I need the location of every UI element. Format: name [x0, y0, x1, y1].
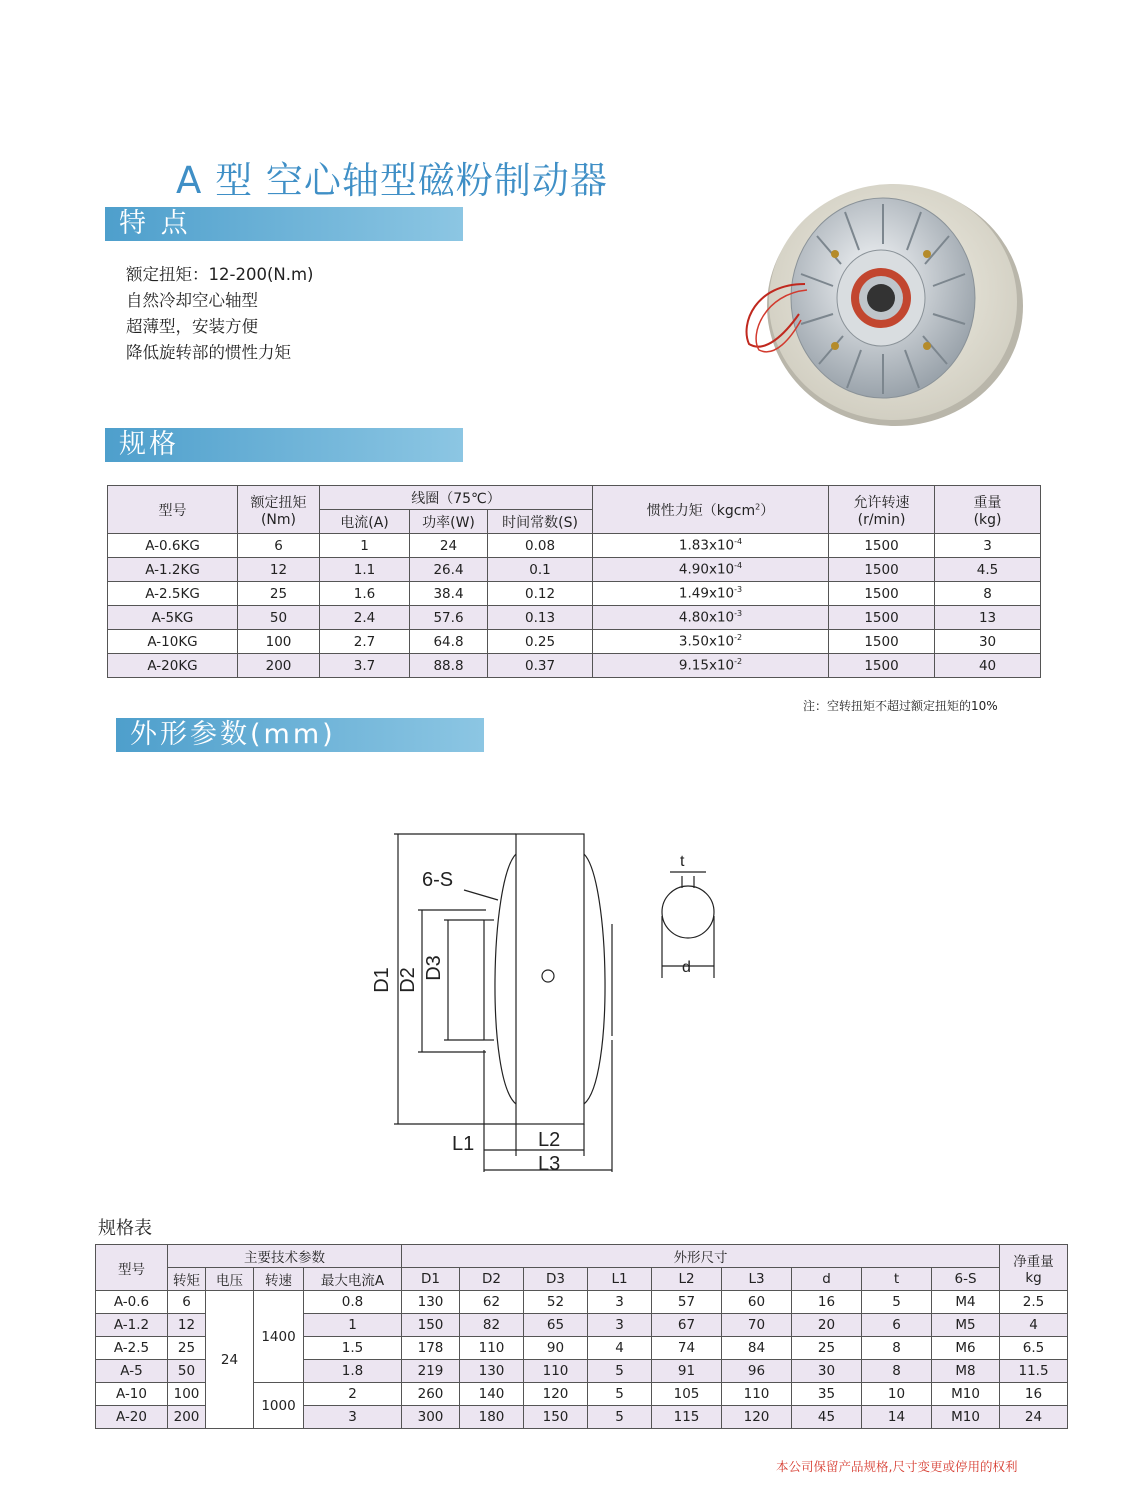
dim-cell-d2: 140: [460, 1383, 524, 1406]
spec-cell-weight: 30: [935, 630, 1041, 654]
dim-cell-voltage: 24: [206, 1291, 254, 1429]
dim-header-outline: 外形尺寸: [402, 1245, 1000, 1268]
section-dimensions-band: [116, 718, 484, 752]
dim-cell-l2: 74: [652, 1337, 722, 1360]
section-features-title: 特 点: [119, 208, 191, 239]
dim-cell-l1: 5: [588, 1360, 652, 1383]
dim-cell-t: 14: [862, 1406, 932, 1429]
spec-cell-weight: 4.5: [935, 558, 1041, 582]
dim-header-model: 型号: [96, 1245, 168, 1291]
dimension-drawing: [360, 820, 730, 1185]
label-d: d: [682, 959, 691, 976]
feature-item: 自然冷却空心轴型: [126, 291, 258, 310]
dim-cell-l1: 5: [588, 1383, 652, 1406]
dim-cell-d3: 52: [524, 1291, 588, 1314]
dim-cell-l2: 67: [652, 1314, 722, 1337]
label-6s: 6-S: [422, 869, 454, 891]
dim-cell-l3: 70: [722, 1314, 792, 1337]
dim-cell-d1: 219: [402, 1360, 460, 1383]
spec-cell-model: A-2.5KG: [108, 582, 238, 606]
dim-table-caption: 规格表: [98, 1218, 152, 1239]
spec-row: [108, 630, 1041, 654]
dim-cell-torque: 50: [168, 1360, 206, 1383]
dim-cell-l1: 3: [588, 1314, 652, 1337]
spec-row: [108, 558, 1041, 582]
dim-cell-speed: 1000: [254, 1383, 304, 1429]
page-title: A 型 空心轴型磁粉制动器: [176, 159, 608, 202]
spec-cell-power: 57.6: [410, 606, 488, 630]
spec-cell-speed: 1500: [829, 654, 935, 678]
label-d1: D1: [371, 967, 393, 993]
dim-cell-s: M10: [932, 1406, 1000, 1429]
dim-cell-d: 16: [792, 1291, 862, 1314]
dim-cell-t: 8: [862, 1360, 932, 1383]
dim-header-d2: D2: [460, 1268, 524, 1291]
dim-cell-d3: 150: [524, 1406, 588, 1429]
product-photo: [735, 174, 1027, 430]
dim-cell-t: 8: [862, 1337, 932, 1360]
dim-header-max-current: 最大电流A: [304, 1268, 402, 1291]
feature-item: 降低旋转部的惯性力矩: [126, 343, 291, 362]
dim-header-net-weight: 净重量 kg: [1000, 1245, 1068, 1291]
dim-cell-model: A-5: [96, 1360, 168, 1383]
dim-cell-d3: 120: [524, 1383, 588, 1406]
spec-cell-torque: 200: [238, 654, 320, 678]
header-current: 电流(A): [320, 510, 410, 534]
dim-cell-d: 30: [792, 1360, 862, 1383]
spec-cell-model: A-20KG: [108, 654, 238, 678]
dim-header-d3: D3: [524, 1268, 588, 1291]
spec-cell-model: A-1.2KG: [108, 558, 238, 582]
dim-cell-torque: 6: [168, 1291, 206, 1314]
header-power: 功率(W): [410, 510, 488, 534]
dim-header-l1: L1: [588, 1268, 652, 1291]
section-dimensions-title: 外形参数(mm): [130, 719, 336, 750]
dim-cell-d: 25: [792, 1337, 862, 1360]
spec-cell-current: 3.7: [320, 654, 410, 678]
dim-cell-d2: 110: [460, 1337, 524, 1360]
spec-cell-speed: 1500: [829, 558, 935, 582]
header-model: 型号: [108, 486, 238, 534]
dim-cell-model: A-20: [96, 1406, 168, 1429]
dim-cell-kg: 11.5: [1000, 1360, 1068, 1383]
dim-cell-d2: 180: [460, 1406, 524, 1429]
footer-disclaimer: 本公司保留产品规格,尺寸变更或停用的权利: [776, 1459, 1018, 1474]
dim-cell-l2: 91: [652, 1360, 722, 1383]
dim-header-speed: 转速: [254, 1268, 304, 1291]
spec-row: [108, 606, 1041, 630]
dim-cell-l2: 105: [652, 1383, 722, 1406]
spec-cell-speed: 1500: [829, 630, 935, 654]
spec-cell-power: 64.8: [410, 630, 488, 654]
spec-cell-weight: 40: [935, 654, 1041, 678]
label-l3: L3: [538, 1153, 561, 1175]
dim-cell-current: 3: [304, 1406, 402, 1429]
spec-cell-inertia: $1.83x10^{-4}$: [593, 534, 829, 558]
spec-table: [107, 485, 1041, 678]
header-weight: 重量 (kg): [935, 486, 1041, 534]
label-l2: L2: [538, 1129, 561, 1151]
dim-cell-d: 35: [792, 1383, 862, 1406]
dim-cell-l3: 110: [722, 1383, 792, 1406]
spec-cell-inertia: $3.50x10^{-2}$: [593, 630, 829, 654]
dim-cell-s: M10: [932, 1383, 1000, 1406]
dim-cell-d2: 82: [460, 1314, 524, 1337]
spec-row: [108, 582, 1041, 606]
spec-cell-model: A-5KG: [108, 606, 238, 630]
header-coil: 线圈（75℃）: [320, 486, 593, 510]
dim-cell-t: 5: [862, 1291, 932, 1314]
dim-cell-model: A-1.2: [96, 1314, 168, 1337]
dim-cell-t: 6: [862, 1314, 932, 1337]
spec-cell-torque: 100: [238, 630, 320, 654]
section-features-band: [105, 207, 463, 241]
dim-cell-d: 20: [792, 1314, 862, 1337]
header-inertia: 惯性力矩（kgcm$^2$）: [593, 486, 829, 534]
section-specs-band: [105, 428, 463, 462]
dim-header-d1: D1: [402, 1268, 460, 1291]
spec-cell-torque: 50: [238, 606, 320, 630]
label-d3: D3: [423, 955, 445, 981]
dim-cell-d: 45: [792, 1406, 862, 1429]
dim-cell-d1: 300: [402, 1406, 460, 1429]
dim-cell-kg: 24: [1000, 1406, 1068, 1429]
dim-cell-l1: 5: [588, 1406, 652, 1429]
spec-cell-current: 1.6: [320, 582, 410, 606]
spec-cell-weight: 8: [935, 582, 1041, 606]
spec-cell-inertia: $9.15x10^{-2}$: [593, 654, 829, 678]
dim-header-l2: L2: [652, 1268, 722, 1291]
dim-cell-d2: 130: [460, 1360, 524, 1383]
dim-cell-speed: 1400: [254, 1291, 304, 1383]
spec-cell-time: 0.08: [488, 534, 593, 558]
dim-header-l3: L3: [722, 1268, 792, 1291]
spec-cell-speed: 1500: [829, 606, 935, 630]
dim-cell-model: A-10: [96, 1383, 168, 1406]
spec-row: [108, 534, 1041, 558]
dim-cell-d3: 110: [524, 1360, 588, 1383]
dim-row: [96, 1291, 1068, 1314]
spec-row: [108, 654, 1041, 678]
feature-item: 超薄型，安装方便: [126, 317, 258, 336]
label-d2: D2: [397, 967, 419, 993]
dim-cell-l3: 96: [722, 1360, 792, 1383]
dim-cell-l3: 84: [722, 1337, 792, 1360]
spec-cell-time: 0.12: [488, 582, 593, 606]
dim-cell-torque: 200: [168, 1406, 206, 1429]
dim-header-6s: 6-S: [932, 1268, 1000, 1291]
spec-cell-inertia: $4.80x10^{-3}$: [593, 606, 829, 630]
spec-cell-model: A-10KG: [108, 630, 238, 654]
spec-cell-time: 0.1: [488, 558, 593, 582]
dim-cell-l1: 3: [588, 1291, 652, 1314]
spec-cell-current: 2.4: [320, 606, 410, 630]
header-speed: 允许转速 (r/min): [829, 486, 935, 534]
dim-cell-d1: 178: [402, 1337, 460, 1360]
spec-cell-speed: 1500: [829, 582, 935, 606]
section-specs-title: 规格: [119, 429, 179, 460]
dim-cell-s: M4: [932, 1291, 1000, 1314]
dim-header-t: t: [862, 1268, 932, 1291]
dim-cell-d1: 150: [402, 1314, 460, 1337]
dim-cell-d2: 62: [460, 1291, 524, 1314]
dim-header-voltage: 电压: [206, 1268, 254, 1291]
spec-cell-power: 24: [410, 534, 488, 558]
dim-cell-current: 2: [304, 1383, 402, 1406]
dim-cell-current: 1: [304, 1314, 402, 1337]
spec-cell-model: A-0.6KG: [108, 534, 238, 558]
label-t: t: [680, 853, 685, 870]
spec-cell-power: 88.8: [410, 654, 488, 678]
dim-cell-kg: 6.5: [1000, 1337, 1068, 1360]
spec-cell-speed: 1500: [829, 534, 935, 558]
dim-cell-torque: 25: [168, 1337, 206, 1360]
spec-cell-power: 38.4: [410, 582, 488, 606]
feature-item: 额定扭矩：12-200(N.m): [126, 265, 314, 284]
dim-header-main: 主要技术参数: [168, 1245, 402, 1268]
dim-cell-current: 1.8: [304, 1360, 402, 1383]
dim-cell-l3: 120: [722, 1406, 792, 1429]
spec-cell-inertia: $4.90x10^{-4}$: [593, 558, 829, 582]
dim-cell-l2: 115: [652, 1406, 722, 1429]
spec-cell-time: 0.13: [488, 606, 593, 630]
dim-cell-l3: 60: [722, 1291, 792, 1314]
label-l1: L1: [452, 1133, 475, 1155]
dim-cell-t: 10: [862, 1383, 932, 1406]
dim-cell-d1: 260: [402, 1383, 460, 1406]
header-torque: 额定扭矩 (Nm): [238, 486, 320, 534]
spec-cell-time: 0.25: [488, 630, 593, 654]
spec-cell-torque: 12: [238, 558, 320, 582]
dim-cell-l2: 57: [652, 1291, 722, 1314]
spec-cell-inertia: $1.49x10^{-3}$: [593, 582, 829, 606]
dim-header-torque: 转矩: [168, 1268, 206, 1291]
dim-cell-l1: 4: [588, 1337, 652, 1360]
spec-cell-weight: 13: [935, 606, 1041, 630]
dim-cell-d1: 130: [402, 1291, 460, 1314]
spec-cell-torque: 25: [238, 582, 320, 606]
dim-cell-torque: 12: [168, 1314, 206, 1337]
dim-cell-current: 1.5: [304, 1337, 402, 1360]
dim-cell-current: 0.8: [304, 1291, 402, 1314]
spec-cell-current: 1: [320, 534, 410, 558]
header-time-const: 时间常数(S): [488, 510, 593, 534]
dimension-table: [95, 1244, 1068, 1429]
dim-cell-model: A-0.6: [96, 1291, 168, 1314]
spec-cell-current: 2.7: [320, 630, 410, 654]
dim-cell-kg: 16: [1000, 1383, 1068, 1406]
dim-cell-torque: 100: [168, 1383, 206, 1406]
dim-cell-s: M6: [932, 1337, 1000, 1360]
spec-note: 注：空转扭矩不超过额定扭矩的10%: [803, 699, 998, 713]
dim-cell-d3: 65: [524, 1314, 588, 1337]
dim-cell-d3: 90: [524, 1337, 588, 1360]
dim-cell-kg: 2.5: [1000, 1291, 1068, 1314]
dim-cell-kg: 4: [1000, 1314, 1068, 1337]
spec-cell-weight: 3: [935, 534, 1041, 558]
dim-header-d: d: [792, 1268, 862, 1291]
dim-cell-model: A-2.5: [96, 1337, 168, 1360]
spec-cell-time: 0.37: [488, 654, 593, 678]
dim-cell-s: M8: [932, 1360, 1000, 1383]
features-list: [126, 262, 313, 366]
spec-cell-current: 1.1: [320, 558, 410, 582]
dim-cell-s: M5: [932, 1314, 1000, 1337]
spec-cell-power: 26.4: [410, 558, 488, 582]
spec-cell-torque: 6: [238, 534, 320, 558]
